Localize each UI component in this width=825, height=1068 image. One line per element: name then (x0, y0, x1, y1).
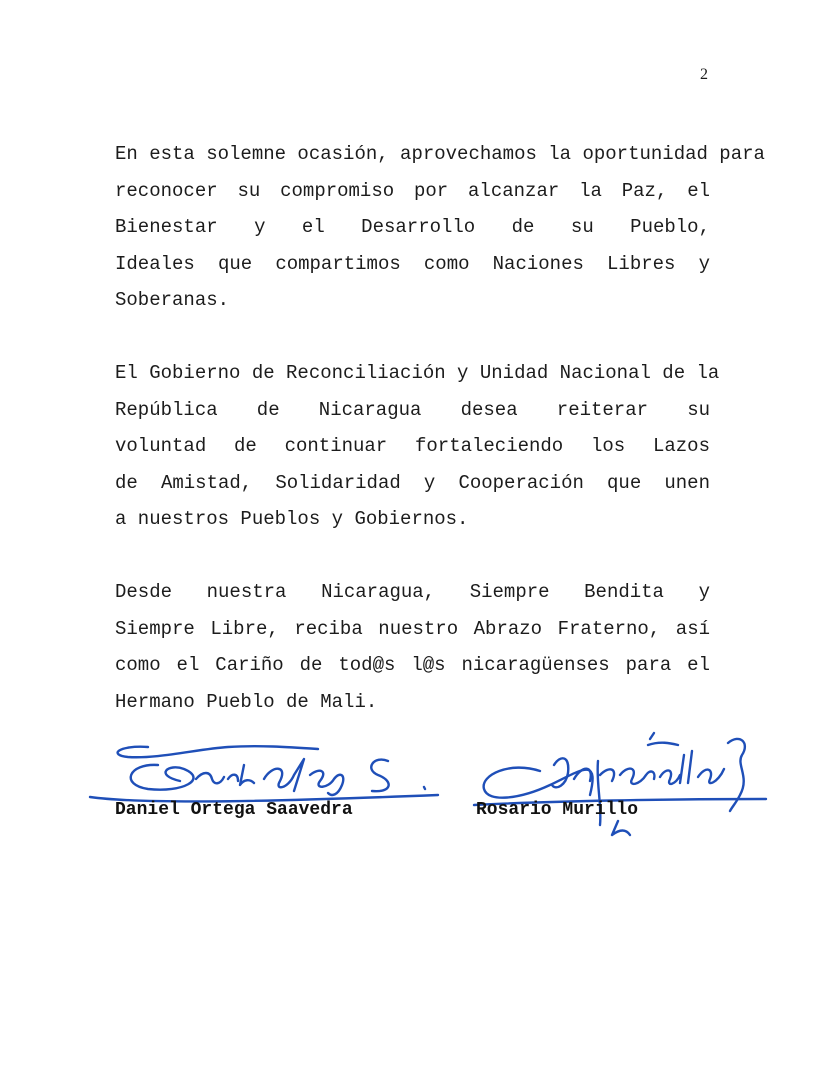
page-number: 2 (700, 66, 708, 83)
paragraph-line: Siempre Libre, reciba nuestro Abrazo Fraterno, así (115, 617, 710, 640)
signatory-name-1: Daniel Ortega Saavedra (115, 800, 353, 820)
paragraph-line: Ideales que compartimos como Naciones Libres y (115, 252, 710, 275)
paragraph-line: reconocer su compromiso por alcanzar la Paz, el (115, 179, 710, 202)
paragraph-line: Desde nuestra Nicaragua, Siempre Bendita y (115, 581, 710, 603)
signatory-name-2: Rosario Murillo (476, 800, 639, 820)
paragraph-line: Soberanas. (115, 289, 230, 311)
paragraph-line: República de Nicaragua desea reiterar su (115, 398, 710, 421)
paragraph-line: Hermano Pueblo de Mali. (115, 690, 378, 713)
paragraph-line: En esta solemne ocasión, aprovechamos la oportunidad para (115, 143, 765, 165)
paragraph-line: Bienestar y el Desarrollo de su Pueblo, (115, 216, 710, 238)
signature-2 (470, 725, 770, 840)
paragraph-line: voluntad de continuar fortaleciendo los Lazos (115, 435, 710, 457)
paragraph-1 (115, 136, 765, 319)
paragraph-line: como el Cariño de tod@s l@s nicaragüenses para el (115, 654, 710, 676)
paragraph-3 (115, 574, 710, 720)
paragraph-line: de Amistad, Solidaridad y Cooperación que unen (115, 471, 710, 494)
paragraph-line: a nuestros Pueblos y Gobiernos. (115, 508, 469, 530)
paragraph-line: El Gobierno de Reconciliación y Unidad Nacional de la (115, 362, 720, 384)
paragraph-2 (115, 355, 720, 538)
